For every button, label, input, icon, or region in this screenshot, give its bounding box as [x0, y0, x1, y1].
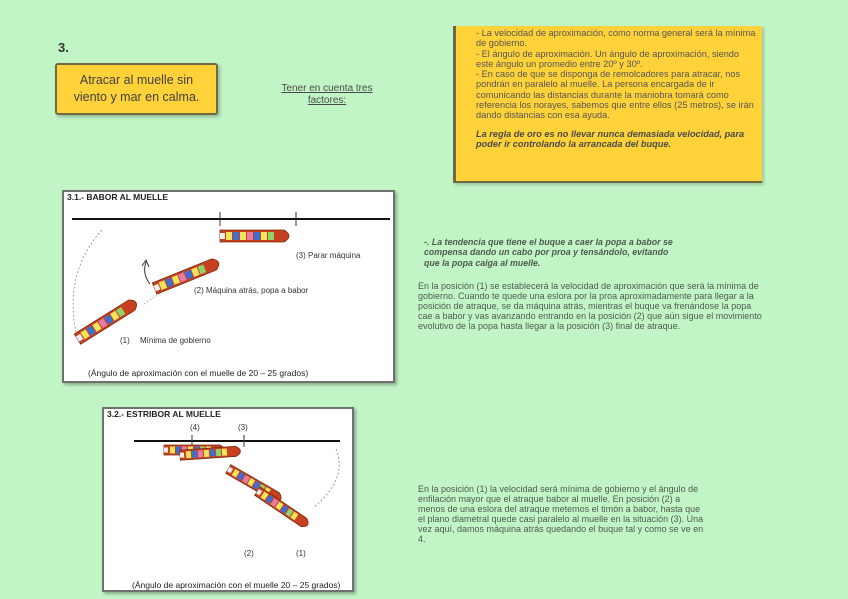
note-item: - El ángulo de aproximación. Un ángulo de aproximación, siendo este ángulo un promedio entre 20º y 30º.: [476, 48, 740, 69]
ship-position-3: [220, 230, 289, 242]
diagram-caption: (Ángulo de aproximación con el muelle 20 – 25 grados): [132, 580, 341, 590]
factors-link[interactable]: Tener en cuenta tres factores:: [281, 83, 373, 106]
label-position-4: (4): [190, 423, 200, 432]
label-position-3: (3) Parar máquina: [296, 251, 361, 260]
diagram-title: 3.2.- ESTRIBOR AL MUELLE: [107, 409, 221, 419]
diagram-title: 3.1.- BABOR AL MUELLE: [67, 192, 169, 202]
paragraph-port-berthing: En la posición (1) se establecerá la velocidad de aproximación que será la mínima de gobierno. Cuando te quede una eslora por la proa aproximadamente para llegar a la posición de atraque, se da máquina atrás, mientras el buque va frenándose la popa cae a babor y vas avanzando entrando en la posición (2) que aún sigue el movimiento evolutivo de la popa hasta llegar a la posición (3) final de atraque.: [418, 281, 762, 332]
stern-swing-arrow: [145, 262, 150, 284]
diagram-port-berthing: [62, 190, 395, 383]
ship-position-1: [255, 487, 311, 529]
golden-rule: La regla de oro es no llevar nunca demasiada velocidad, para poder ir controlando la arrancada del buque.: [476, 128, 745, 149]
label-position-2: (2) Máquina atrás, popa a babor: [194, 286, 309, 295]
diagram-caption: (Ángulo de aproximación con el muelle de 20 – 25 grados): [88, 368, 309, 378]
approach-arc: [314, 449, 339, 507]
paragraph-starboard-berthing: En la posición (1) la velocidad será mínima de gobierno y el ángulo de enfilación mayor que el atraque babor al muelle. En posición (2) a menos de una eslora del atraque metemos el timón a babor, hasta que el plano diametral quede casi paralelo al muelle en la situación (3). Una vez aquí, damos máquina atrás quedando el buque tal y como se ve en 4.: [418, 484, 704, 545]
note-item: - En caso de que se disponga de remolcadores para atracar, nos pondrán en paralelo al muelle. La persona encargada de ir comunicando las distancias durante la maniobra tomará como referencia los norayes, sabemos que entre ellos (25 metros), se irán dando distancias con esa ayuda.: [476, 69, 754, 121]
label-position-1: (1): [296, 549, 306, 558]
note-box: [453, 26, 762, 183]
starboard-berthing-drawing: [104, 409, 352, 590]
label-position-1-text: Mínima de gobierno: [140, 336, 211, 345]
diagram-starboard-berthing: [102, 407, 354, 592]
approach-arc: [73, 230, 102, 332]
note-item: - La velocidad de aproximación, como norma general será la mínima de gobierno.: [476, 28, 756, 49]
title-text: Atracar al muelle sin viento y mar en calma.: [73, 73, 200, 104]
label-position-2: (2): [244, 549, 254, 558]
label-position-1-number: (1): [120, 336, 130, 345]
tendency-note: -. La tendencia que tiene el buque a caer la popa a babor se compensa dando un cabo por proa y tensándolo, evitando que la popa caiga al muelle.: [424, 237, 673, 268]
section-number: 3.: [58, 40, 69, 55]
title-box: [55, 63, 218, 115]
label-position-3: (3): [238, 423, 248, 432]
